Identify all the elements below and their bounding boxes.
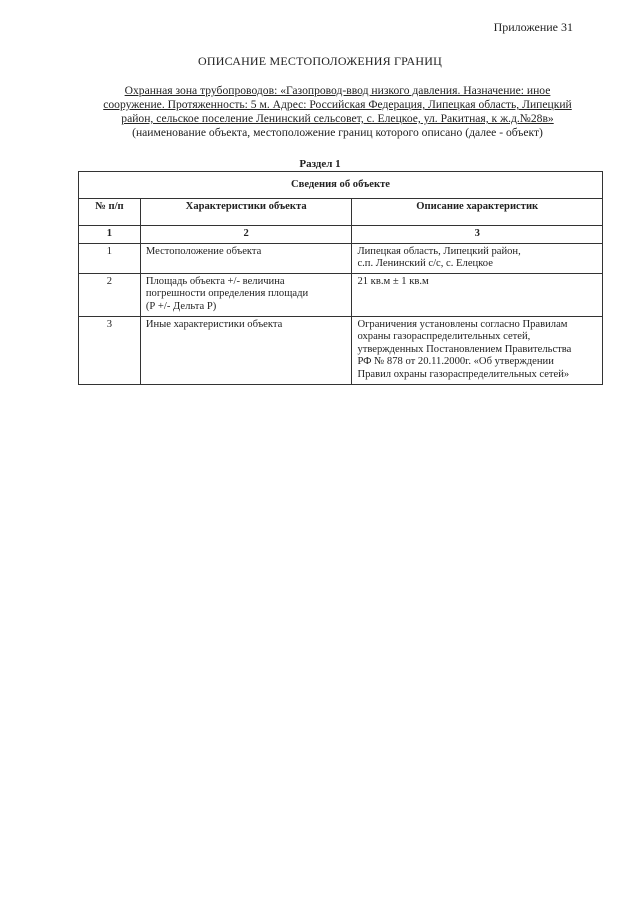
row-description bbox=[352, 243, 603, 273]
description-line: Ограничения установлены согласно Правилам bbox=[357, 318, 568, 330]
column-number-3: 3 bbox=[352, 226, 603, 244]
row-characteristic bbox=[140, 273, 352, 316]
row-number: 2 bbox=[79, 273, 141, 316]
appendix-label: Приложение 31 bbox=[493, 20, 573, 34]
row-number: 1 bbox=[79, 243, 141, 273]
description-line: Липецкая область, Липецкий район, bbox=[357, 245, 521, 257]
object-line-2: сооружение. Протяженность: 5 м. Адрес: Российская Федерация, Липецкая область, Липецкий bbox=[103, 98, 572, 111]
characteristic-line: погрешности определения площади bbox=[145, 288, 309, 300]
column-number-2: 2 bbox=[140, 226, 352, 244]
description-line: утвержденных Постановлением Правительства bbox=[357, 343, 572, 355]
row-description: 21 кв.м ± 1 кв.м bbox=[352, 273, 603, 316]
row-number: 3 bbox=[79, 316, 141, 384]
description-line: охраны газораспределительных сетей, bbox=[357, 331, 531, 343]
object-line-3: район, сельское поселение Ленинский сельсовет, с. Елецкое, ул. Ракитная, к ж.д.№28в» bbox=[121, 112, 554, 125]
column-header-characteristic: Характеристики объекта bbox=[140, 199, 352, 226]
table-title: Сведения об объекте bbox=[79, 172, 603, 199]
row-description bbox=[352, 316, 603, 384]
object-line-1: Охранная зона трубопроводов: «Газопровод-ввод низкого давления. Назначение: иное bbox=[124, 84, 551, 97]
column-header-num: № п/п bbox=[79, 199, 141, 226]
description-line: РФ № 878 от 20.11.2000г. «Об утверждении bbox=[357, 356, 554, 368]
description-line: Правил охраны газораспределительных сетей» bbox=[357, 368, 570, 380]
object-info-table bbox=[78, 171, 603, 385]
section-title: Раздел 1 bbox=[299, 158, 341, 170]
object-description bbox=[70, 84, 605, 140]
table-row bbox=[79, 316, 603, 384]
column-number-1: 1 bbox=[79, 226, 141, 244]
row-characteristic: Иные характеристики объекта bbox=[140, 316, 352, 384]
column-header-description: Описание характеристик bbox=[352, 199, 603, 226]
description-line: с.п. Ленинский с/с, с. Елецкое bbox=[357, 258, 493, 270]
table-row bbox=[79, 243, 603, 273]
characteristic-line: (Р +/- Дельта Р) bbox=[145, 300, 217, 312]
table-row bbox=[79, 273, 603, 316]
row-characteristic: Местоположение объекта bbox=[140, 243, 352, 273]
page-title: ОПИСАНИЕ МЕСТОПОЛОЖЕНИЯ ГРАНИЦ bbox=[198, 54, 442, 68]
object-caption: (наименование объекта, местоположение границ которого описано (далее - объект) bbox=[132, 126, 543, 139]
characteristic-line: Площадь объекта +/- величина bbox=[145, 275, 285, 287]
